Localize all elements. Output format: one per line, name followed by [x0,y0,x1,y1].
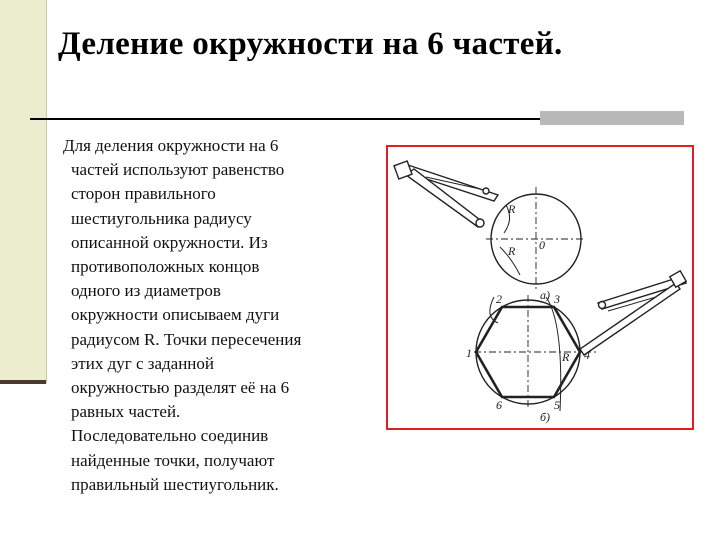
compass-b-screw [599,302,606,309]
title-divider [30,118,540,120]
body-line: равных частей. [71,402,181,422]
body-line: частей используют равенство [71,160,285,180]
body-line: шестиугольника радиусу [71,208,252,228]
body-line: окружности описываем дуги [71,305,280,325]
center-label: 0 [539,238,545,252]
compass-a-nut [483,188,489,194]
point-label-1: 1 [466,346,472,360]
radius-label-b: R [562,350,570,364]
body-line: Для деления окружности на 6 [63,136,279,155]
point-label-5: 5 [554,398,560,412]
slide-title: Деление окружности на 6 частей. [58,26,563,62]
body-line: найденные точки, получают [71,450,275,470]
compass-figure [386,145,694,430]
point-label-3: 3 [554,292,560,306]
body-line: радиусом R. Точки пересечения [71,329,302,349]
label-a: а) [540,288,550,302]
body-line: окружностью разделят её на 6 [71,378,290,398]
point-label-6: 6 [496,398,502,412]
radius-label-a-upper: R [508,202,516,216]
body-line: сторон правильного [71,184,216,204]
compass-a-screw [476,219,484,227]
side-accent-band [0,0,47,383]
body-line: одного из диаметров [71,281,221,301]
point-label-4: 4 [584,348,590,362]
label-b: б) [540,410,551,424]
radius-label-a-lower: R [508,244,516,258]
title-divider-block [540,111,684,125]
side-accent-bar [0,380,46,384]
body-text [63,134,353,497]
body-line: описанной окружности. Из [71,232,268,252]
hexagon-construction-drawing [388,147,692,428]
body-line: этих дуг с заданной [71,353,214,373]
body-line: противоположных концов [71,257,260,277]
body-line: правильный шестиугольник. [71,474,279,494]
point-label-2: 2 [496,292,502,306]
body-line: Последовательно соединив [71,426,269,446]
